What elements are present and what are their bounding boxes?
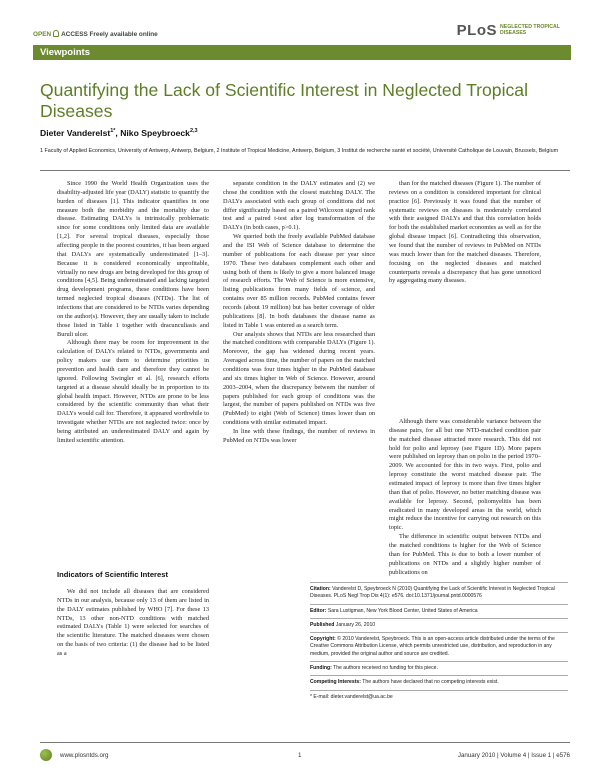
section-heading: Indicators of Scientific Interest <box>57 570 168 579</box>
funding-info <box>310 665 568 672</box>
section-band <box>33 45 571 60</box>
paragraph: Our analysis shows that NTDs are less researched than the matched conditions with comparable DALYs (Figure 1). Moreover, the gap has widened during recent years. Averaged across time, the number of papers on the matched conditions was four times higher in the PubMed database and six times higher in Web of Science. However, around 2003–2004, when the discrepancy between the number of papers published for each group of conditions was the largest, the number of papers published on NTDs was five (PubMed) to eight (Web of Science) times lower than on conditions with similar estimated impact. <box>223 330 375 427</box>
copyright-label: Copyright: <box>310 636 336 643</box>
published-date: January 26, 2010 <box>335 621 376 628</box>
open-access-text: ACCESS Freely available online <box>61 31 158 38</box>
divider <box>310 690 568 691</box>
body-column-1-continued <box>57 588 209 659</box>
article-title: Quantifying the Lack of Scientific Interest in Neglected Tropical Diseases <box>40 80 528 121</box>
paragraph: The difference in scientific output between NTDs and the matched conditions is higher for the Web of Science than for PubMed. This is due to both a lower number of publications on NTDs and a slightly higher number of publications on <box>389 533 541 576</box>
divider <box>310 675 568 676</box>
footer-citation: January 2010 | Volume 4 | Issue 1 | e576 <box>457 752 570 759</box>
editor-info <box>310 608 568 615</box>
journal-logo <box>457 22 564 39</box>
article-info-box <box>310 582 568 704</box>
author-name: Niko Speybroeck <box>120 128 190 138</box>
paragraph: Although there was considerable variance between the disease pairs, for all but one NTD-matched condition pair the matched disease attracted more research. This did not hold for polio and leprosy (see Figure 1D). More papers were published on leprosy than on polio in the period 1970–2009. We accounted for this in two ways. First, polio and leprosy constitute the worst matched disease pair. The estimated impact of leprosy is more than five times higher than that of polio. However, no better matching disease was available for leprosy. Second, poliomyelitis has been eradicated in many developed areas in the world, which might reduce the incentive for carrying out research on this topic. <box>389 418 541 532</box>
page-number: 1 <box>298 752 302 759</box>
citation-label: Citation: <box>310 586 331 592</box>
body-column-2 <box>223 180 375 446</box>
author-affiliation-mark: 1* <box>110 128 116 135</box>
body-column-3-continued <box>389 418 541 577</box>
paragraph: We queried both the freely available PubMed database and the ISI Web of Science database to determine the number of publications for each disease per year since 1970. These two databases complement each other and using both of them is likely to give a more balanced image of research efforts. The Web of Science is more extensive, listing publications from many fields of science, and contains over 85 million records. PubMed contains fewer records (about 19 million) but has better coverage of older publications [8]. In both databases the disease name as listed in Table 1 was entered as a search term. <box>223 233 375 329</box>
corresponding-email[interactable]: * E-mail: dieter.vanderelst@ua.ac.be <box>310 693 393 700</box>
globe-icon <box>40 749 52 761</box>
footer-divider <box>40 742 570 743</box>
competing-interests-info <box>310 679 568 686</box>
body-column-1 <box>57 180 209 446</box>
competing-interests-text: The authors have declared that no competing interests exist. <box>362 679 499 686</box>
author-name: Dieter Vanderelst <box>40 128 111 138</box>
divider <box>310 632 568 633</box>
affiliations: 1 Faculty of Applied Economics, University of Antwerp, Antwerp, Belgium, 2 Institute of Tropical Medicine, Antwerp, Belgium, 3 Institut de recherche santé et société, Université Catholique de Louvain, Brussels, Belgium <box>40 148 559 154</box>
paragraph: separate condition in the DALY estimates and (2) we chose the condition with the closest matching DALY. The DALYs associated with each group of conditions did not differ significantly based on a paired Wilcoxon signed rank test and a paired t-test after log transformation of the DALYs (in both cases, p>0.1). <box>223 180 375 232</box>
author-separator: , <box>115 128 121 138</box>
journal-logo-name: PLoS <box>456 22 497 39</box>
open-access-lock-icon <box>53 30 59 37</box>
published-label: Published <box>310 621 335 628</box>
paragraph: Although there may be room for improvement in the calculation of DALYs related to NTDs, governments and policy makers use them to determine priorities in prevention and health care and therefore they cannot be ignored. Following Swingler et al. [6], research efforts targeted at a disease should ideally be in proportion to its global health impact. However, NTDs are prone to be less considered by the scientific community than what their DALYs would call for. Therefore, it appeared worthwhile to investigate whether NTDs are not neglected twice: once by being attributed an underestimated DALY and again by limited scientific attention. <box>57 339 209 444</box>
copyright-text: © 2010 Vanderelst, Speybroeck. This is an open-access article distributed under the terms of the Creative Commons Attribution License, which permits unrestricted use, distribution, and reproduction in any medium, provided the original author and source are credited. <box>310 636 555 657</box>
paragraph: Since 1990 the World Health Organization uses the disability-adjusted life year (DALY) statistic to quantify the burden of diseases [1]. This indicator quantifies in one measure both the morbidity and the mortality due to disease. Estimating DALYs is intrinsically problematic since for some conditions only limited data are available [1,2]. For several tropical diseases, especially those affecting people in the poorest countries, it has been argued that DALYs are systematically underestimated [1–3]. Because it is considered economically unprofitable, virtually no new drugs are being developed for this group of conditions [4,5]. Being underestimated and lacking targeted drug development programs, these conditions have been termed neglected tropical diseases (NTDs). The list of infections that are considered to be NTDs varies depending on the author(s). However, they are usually taken to include those listed in Table 1 together with dracunculiasis and Buruli ulcer. <box>57 180 209 338</box>
paragraph: In line with these findings, the number of reviews in PubMed on NTDs was lower <box>223 428 375 444</box>
open-access-strong: OPEN <box>33 31 52 38</box>
paragraph: We did not include all diseases that are considered NTDs in our analysis, because only 13 of them are listed in the DALY estimates published by WHO [7]. For these 13 NTDs, 13 other non-NTD conditions with matched estimated DALYs (Table 1) were selected for searches of the scientific literature. The matched diseases were chosen on the basis of two criteria: (1) the disease had to be listed as a <box>57 588 209 658</box>
divider <box>40 170 570 171</box>
copyright-info <box>310 636 568 658</box>
citation-info <box>310 586 568 601</box>
journal-url-link[interactable]: www.plosntds.org <box>60 752 109 759</box>
journal-logo-subtitle: NEGLECTED TROPICAL DISEASES <box>500 24 560 36</box>
published-info <box>310 622 568 629</box>
paragraph: than for the matched diseases (Figure 1). The number of reviews on a condition is considered important for clinical practice [6]. Previously it was found that the number of systematic reviews on diseases is moderately correlated with their assigned DALYs and that this correlation holds for both the established market economies as well as for the global disease impact [6]. Contradicting this observation, we found that the number of reviews in PubMed on NTDs was much lower than for the matched diseases. Therefore, focusing on the neglected diseases and matched counterparts reveals a discrepancy that has gone unnoticed by aggregating many diseases. <box>389 180 541 285</box>
editor-text: Sara Lustigman, New York Blood Center, United States of America <box>327 607 478 614</box>
section-band-label: Viewpoints <box>40 47 90 58</box>
open-access-banner <box>33 30 158 38</box>
divider <box>310 582 568 583</box>
funding-label: Funding: <box>310 665 332 672</box>
competing-interests-label: Competing Interests: <box>310 679 361 686</box>
editor-label: Editor: <box>310 607 327 614</box>
author-affiliation-mark: 2,3 <box>189 128 198 135</box>
divider <box>310 618 568 619</box>
citation-text[interactable]: Vanderelst D, Speybroeck N (2010) Quantifying the Lack of Scientific Interest in Neglected Tropical Diseases. PLoS Negl Trop Dis 4(1): e576. doi:10.1371/journal.pntd.0000576 <box>310 586 555 600</box>
divider <box>310 661 568 662</box>
divider <box>310 604 568 605</box>
author-list <box>40 128 198 138</box>
body-column-3 <box>389 180 541 286</box>
funding-text: The authors received no funding for this piece. <box>333 665 438 672</box>
